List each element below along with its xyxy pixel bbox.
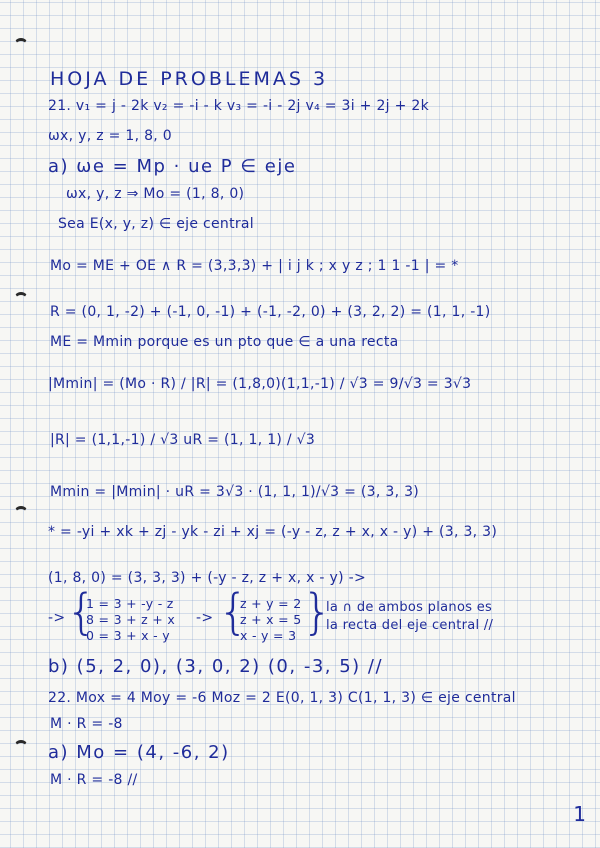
problem-22-moments: 22. Mox = 4 Moy = -6 Moz = 2 E(0, 1, 3) C(1, 1, 3) ∈ eje central — [48, 690, 516, 706]
problem-21-vectors: 21. v₁ = j - 2k v₂ = -i - k v₃ = -i - 2j v₄ = 3i + 2j + 2k — [48, 98, 429, 114]
system-arrow: -> — [48, 610, 66, 626]
line-b-points: b) (5, 2, 0), (3, 0, 2) (0, -3, 5) // — [48, 656, 384, 677]
system-left-brace: { — [66, 584, 97, 640]
line-r-sum: R = (0, 1, -2) + (-1, 0, -1) + (-1, -2, 0) + (3, 2, 2) = (1, 1, -1) — [50, 304, 491, 320]
line-sea-e: Sea E(x, y, z) ∈ eje central — [58, 216, 254, 232]
line-equality: (1, 8, 0) = (3, 3, 3) + (-y - z, z + x, x - y) -> — [48, 570, 366, 586]
system-right-brace: { — [218, 584, 249, 640]
line-mmin-modulus: |Mmin| = (Mo · R) / |R| = (1,8,0)(1,1,-1) / √3 = 9/√3 = 3√3 — [48, 376, 472, 392]
line-mo-value: ωx, y, z ⇒ Mo = (1, 8, 0) — [66, 186, 245, 202]
line-a-mo-vector: a) Mo = (4, -6, 2) — [48, 742, 230, 763]
line-m-dot-r: M · R = -8 — [50, 716, 123, 732]
line-mo-equation: Mo = ME + OE ∧ R = (3,3,3) + | i j k ; x y z ; 1 1 -1 | = * — [50, 258, 459, 274]
line-mmin-vector: Mmin = |Mmin| · uR = 3√3 · (1, 1, 1)/√3 = (3, 3, 3) — [50, 484, 420, 500]
system-closing-brace: } — [302, 584, 333, 640]
system-right-eq-3: x - y = 3 — [240, 628, 297, 643]
system-left-eq-2: 8 = 3 + z + x — [86, 612, 176, 627]
system-note-1: la ∩ de ambos planos es — [326, 600, 493, 615]
system-note-2: la recta del eje central // — [326, 618, 494, 633]
system-left-eq-3: 0 = 3 + x - y — [86, 628, 170, 643]
page-number: 1 — [573, 802, 586, 826]
line-me-mmin: ME = Mmin porque es un pto que ∈ a una recta — [50, 334, 399, 350]
system-right-eq-1: z + y = 2 — [240, 596, 302, 611]
line-a-omega-e: a) ωe = Mp · ue P ∈ eje — [48, 156, 297, 177]
system-middle-arrow: -> — [196, 610, 214, 626]
line-r-modulus: |R| = (1,1,-1) / √3 uR = (1, 1, 1) / √3 — [50, 432, 316, 448]
line-m-dot-r-final: M · R = -8 // — [50, 772, 138, 788]
page-title: HOJA DE PROBLEMAS 3 — [50, 68, 329, 90]
line-omega-values: ωx, y, z = 1, 8, 0 — [48, 128, 172, 144]
system-right-eq-2: z + x = 5 — [240, 612, 302, 627]
system-left-eq-1: 1 = 3 + -y - z — [86, 596, 174, 611]
line-star-expansion: * = -yi + xk + zj - yk - zi + xj = (-y - z, z + x, x - y) + (3, 3, 3) — [48, 524, 498, 540]
